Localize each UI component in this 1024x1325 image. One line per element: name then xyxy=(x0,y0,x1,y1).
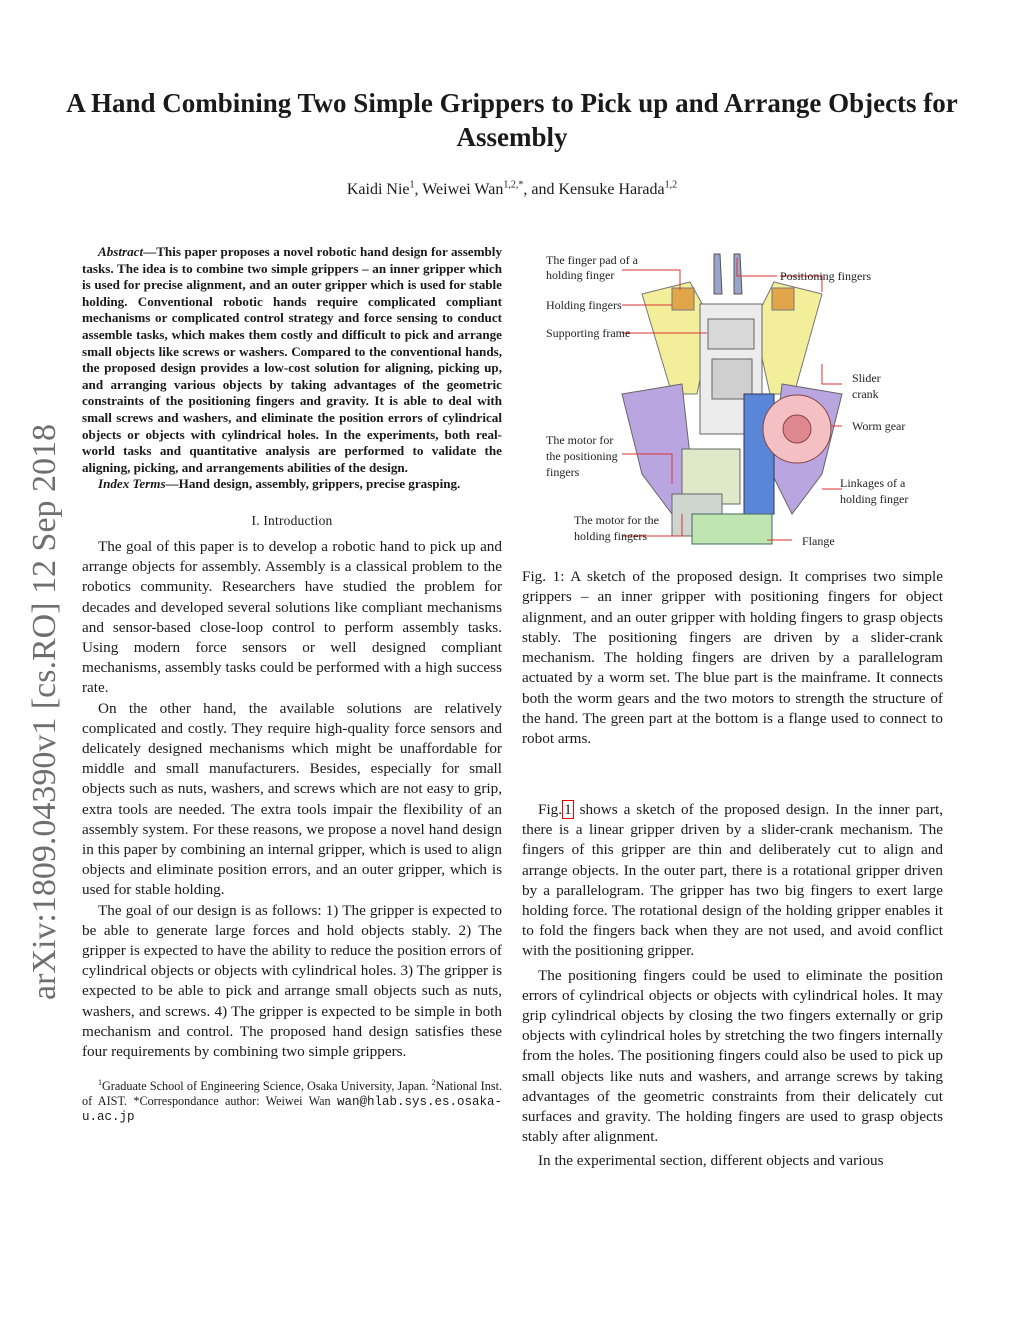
index-terms: Index Terms—Hand design, assembly, grippers, precise grasping. xyxy=(98,476,461,492)
abstract: Abstract—This paper proposes a novel robotic hand design for assembly tasks. The idea is to combine two simple grippers – an inner gripper which is used for precise alignment, and an outer gripper which is used for stable holding. Conventional robotic hands require complicated compliant mechanisms or complicated control strategy and force sensing to conduct assemble tasks, which makes them costly and difficult to pick and arrange small objects like screws or washers. Compared to the conventional hands, the proposed design provides a low-cost solution for aligning, picking up, and arranging various objects by taking advantages of the geometric constraints of the positioning fingers and gravity. It is able to deal with small screws and washers, and eliminate the position errors of cylindrical objects or objects with cylindrical holes. In the experiments, both real-world tasks and quantitative analysis are performed to validate the aligning, picking, and arrangements abilities of the design. xyxy=(82,244,502,475)
author-1: Kaidi Nie$^1$, xyxy=(346,180,423,199)
intro-paragraph-1: The goal of this paper is to develop a robotic hand to pick up and arrange objects for assembly. Assembly is a classical problem to the robotics community. Researchers have studied the problem for decades and developed several solutions like compliant mechanisms and sensor-based close-loop control to perform assembly tasks. Using modern force sensors or well designed compliant mechanisms, assembly tasks could be performed with a high success rate. xyxy=(82,537,502,697)
affiliation-footnote: $^1$Graduate School of Engineering Science, Osaka University, Japan. $^2$National Inst. of AIST. *Correspondance author: Weiwei Wan wan@hlab.sys.es.osaka-u.ac.jp xyxy=(82,1078,502,1125)
figure-1-caption-block xyxy=(522,567,943,750)
intro-paragraph-3: The goal of our design is as follows: 1) The gripper is expected to be able to generate large forces and hold objects stably. 2) The gripper is expected to have the ability to reduce the position errors of cylindrical objects or objects with cylindrical holes. 3) The gripper is expected to be able to pick and arrange small objects such as nuts, washers, and screws. 4) The gripper is expected to be simple in both mechanism and control. The proposed hand design satisfies these four requirements by combining two simple grippers. xyxy=(82,901,502,1060)
email-link[interactable]: wan@hlab.sys.es.osaka-u.ac.jp xyxy=(82,1094,502,1125)
left-positioning-finger xyxy=(714,254,722,294)
author-2: Weiwei Wan$^{1,2,*}$, and xyxy=(422,180,559,199)
label-slider-crank-1: Slider xyxy=(852,371,881,385)
label-motor-positioning-3: fingers xyxy=(546,465,580,479)
right-paragraph-3: In the experimental section, different objects and various xyxy=(538,1152,884,1170)
right-paragraph-2: The positioning fingers could be used to eliminate the position errors of cylindrical objects or objects with cylindrical holes. It may grip cylindrical objects by closing the two fingers externally or grip objects with cylindrical holes by stretching the two fingers internally from the holes. The positioning fingers could also be used to pick up small objects like nuts and washers, and arrange screws by taking advantages of the geometric constraints from their delicately cut surfaces and gravity. The holding fingers are used to grasp objects stably after alignment. xyxy=(522,966,943,1146)
flange xyxy=(692,514,772,544)
left-column xyxy=(82,244,502,1125)
label-finger-pad-2: holding finger xyxy=(546,268,615,282)
intro-paragraph-2: On the other hand, the available solutions are relatively complicated and costly. They require high-quality force sensors and delicately designed mechanisms which might be unaffordable for middle and small manufacturers. Besides, especially for small objects such as nuts, washers, and screws which are not easy to grip, extra tools are needed. The extra tools impair the flexibility of an assembly system. For these reasons, we propose a novel hand design in this paper by combining an internal gripper, which is used to align objects and eliminate position errors, and an outer gripper, which is used for stable holding. xyxy=(82,699,502,899)
right-positioning-finger xyxy=(734,254,742,294)
gripper-sketch xyxy=(522,244,943,556)
label-motor-positioning-2: the positioning xyxy=(546,449,618,463)
figure-reference-link[interactable]: 1 xyxy=(564,801,572,818)
label-motor-holding-1: The motor for the xyxy=(574,513,659,527)
left-finger-pad xyxy=(672,288,694,310)
arxiv-id: arXiv:1809.04390v1 [cs.RO] 12 Sep 2018 xyxy=(26,423,63,1000)
label-flange: Flange xyxy=(802,534,835,548)
label-linkages-2: holding finger xyxy=(840,492,909,506)
label-motor-positioning-1: The motor for xyxy=(546,433,614,447)
label-worm-gear: Worm gear xyxy=(852,419,906,433)
right-finger-pad xyxy=(772,288,794,310)
right-paragraph-1: Fig. 1 shows a sketch of the proposed design. In the inner part, there is a linear gripper driven by a slider-crank mechanism. The fingers of this gripper are thin and deliberately cut to align and arrange objects. In the outer part, there is a rotational gripper driven by a parallelogram. The gripper has two big fingers to exert large holding force. The rotational design of the holding gripper enables it to fold the fingers back when they are not used, and avoid conflict with the positioning gripper. xyxy=(522,801,943,960)
label-supporting-frame: Supporting frame xyxy=(546,326,631,340)
section-heading-introduction: I. Introduction xyxy=(251,512,333,528)
label-holding-fingers: Holding fingers xyxy=(546,298,622,312)
label-linkages-1: Linkages of a xyxy=(840,476,906,490)
paper-title: A Hand Combining Two Simple Grippers to Pick up and Arrange Objects for Assembly xyxy=(66,88,958,152)
figure-caption: Fig. 1: A sketch of the proposed design. It comprises two simple grippers – an inner gripper with positioning fingers for object alignment, and an outer gripper with holding fingers to grasp objects stably. The positioning fingers are driven by a slider-crank mechanism. The holding fingers are driven by a parallelogram actuated by a worm set. The blue part is the mainframe. It connects both the worm gears and the two motors to strength the structure of the hand. The green part at the bottom is a flange used to connect to robot arms. xyxy=(522,568,943,748)
label-slider-crank-2: crank xyxy=(852,387,879,401)
author-line xyxy=(60,180,964,199)
right-column-body xyxy=(522,800,943,1172)
label-motor-holding-2: holding fingers xyxy=(574,529,647,543)
figure-1 xyxy=(522,244,943,561)
label-positioning-fingers: Positioning fingers xyxy=(780,269,872,283)
author-3: Kensuke Harada$^{1,2}$ xyxy=(558,180,678,199)
label-finger-pad-1: The finger pad of a xyxy=(546,253,638,267)
